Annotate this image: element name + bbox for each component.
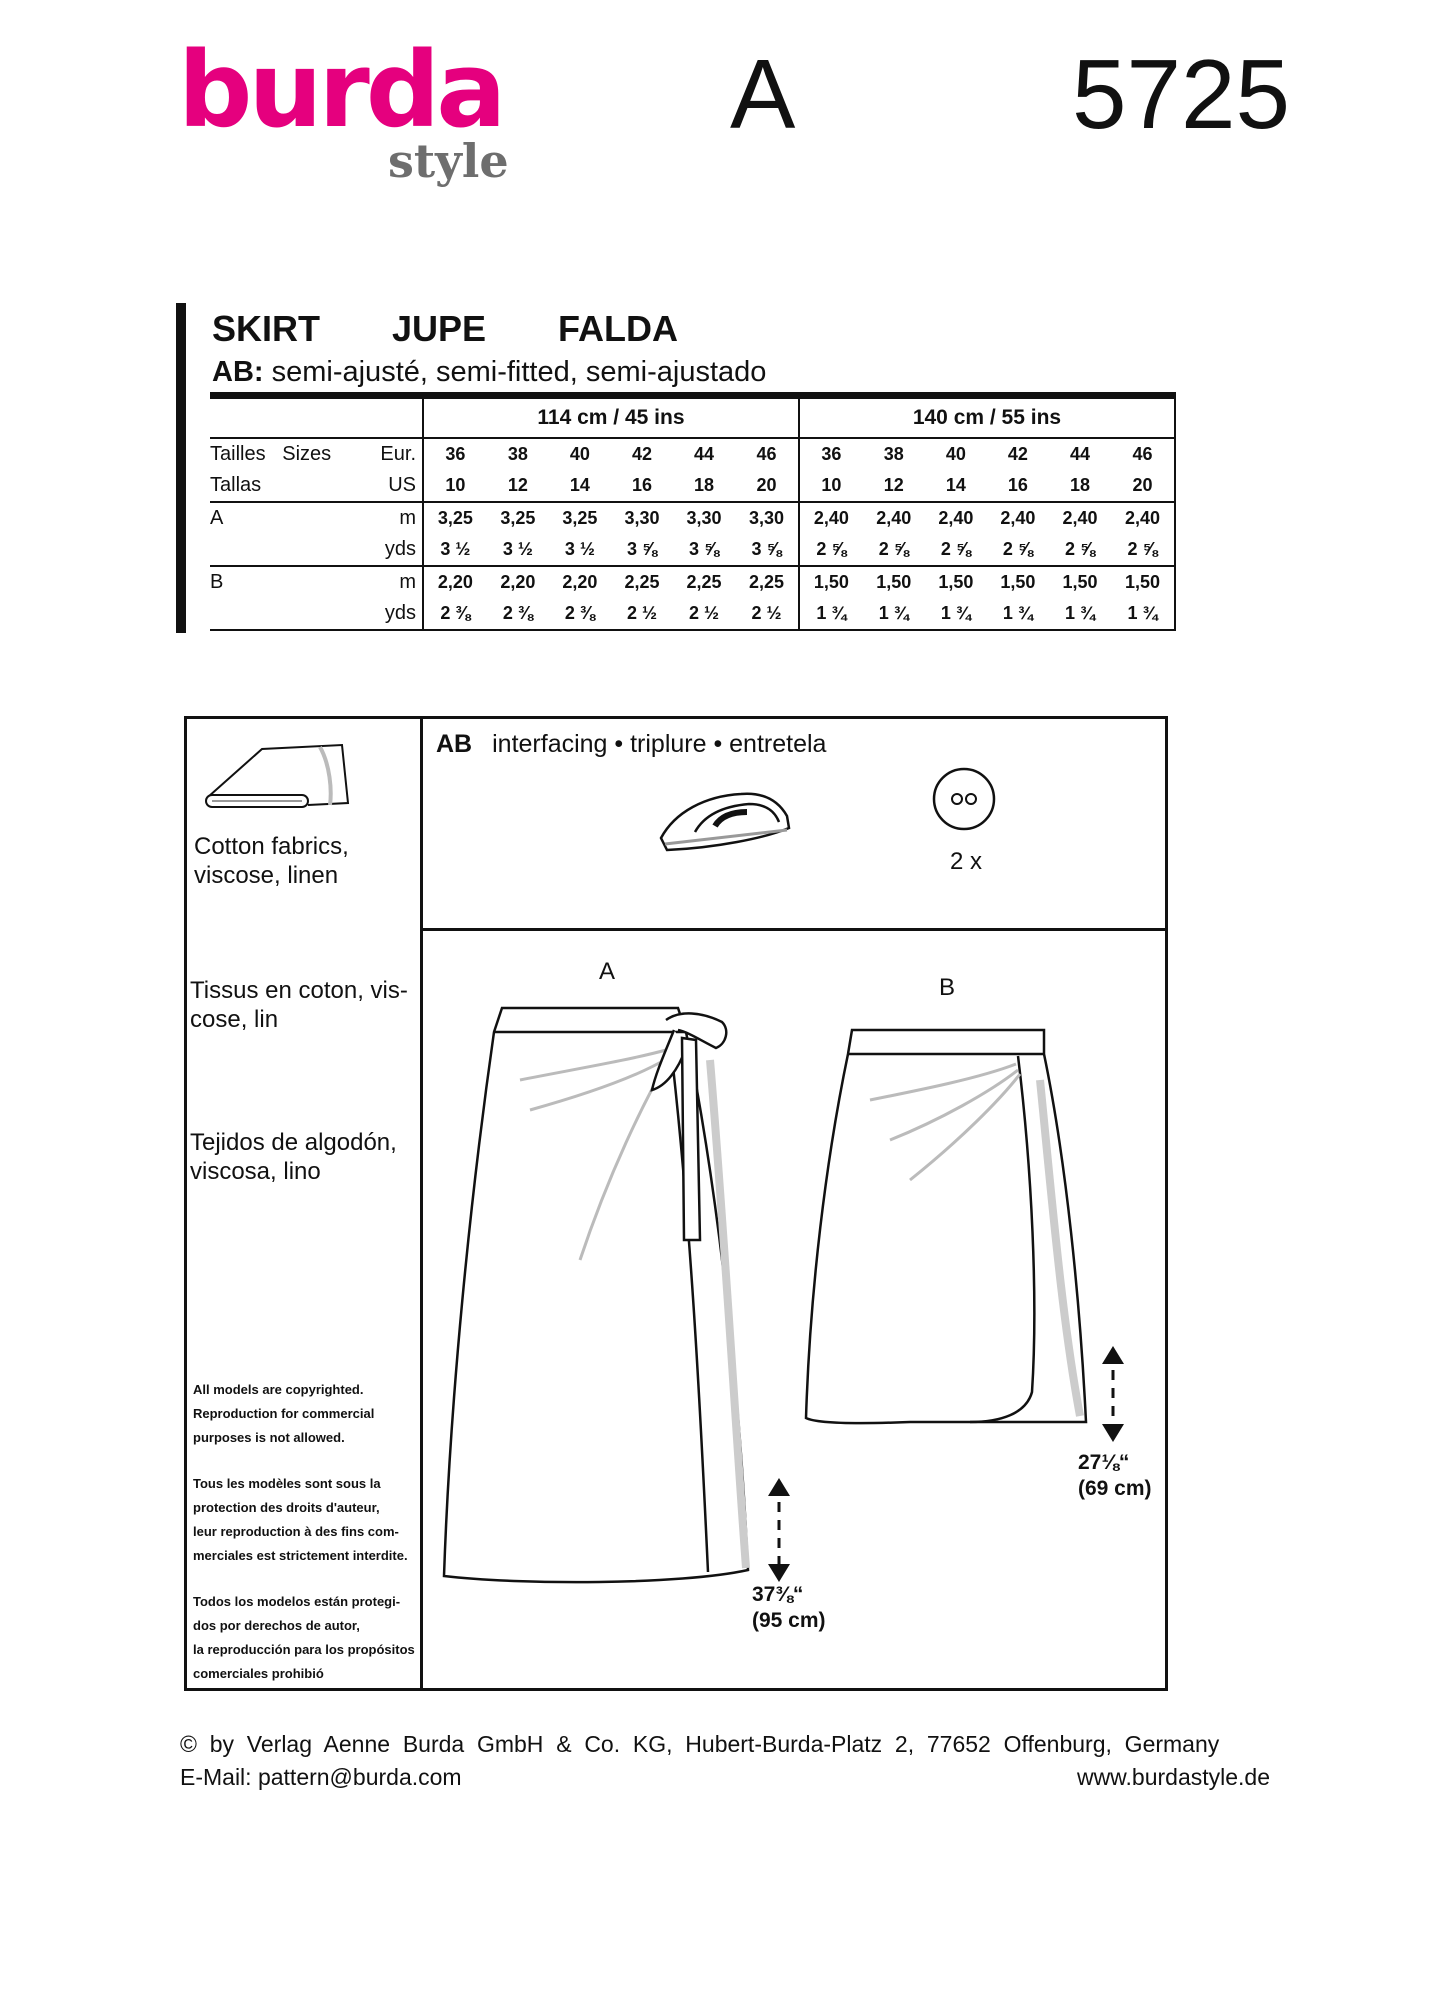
yardage-value: 2 ⅜: [423, 598, 487, 630]
fabric-roll-icon: [200, 735, 360, 815]
eur-size: 36: [799, 438, 863, 470]
yardage-value: 1,50: [987, 566, 1049, 598]
fabric-line: Tejidos de algodón,: [190, 1129, 397, 1156]
length-b-inches: 27⅛“: [1078, 1451, 1130, 1474]
notions-code: AB: [436, 730, 473, 758]
yardage-value: 2,20: [487, 566, 549, 598]
legal-line: merciales est strictement interdite.: [193, 1548, 408, 1563]
legal-notice-fr: [193, 1472, 433, 1568]
brand-logo-style: style: [388, 134, 509, 188]
eur-size: 44: [1049, 438, 1111, 470]
yardage-table: [210, 392, 1176, 631]
us-size: 10: [821, 475, 842, 495]
fabric-line: viscosa, lino: [190, 1158, 321, 1185]
footer-copyright: © by Verlag Aenne Burda GmbH & Co. KG, Hubert-Burda-Platz 2, 77652 Offenburg, Germany: [180, 1731, 1220, 1757]
legal-line: Reproduction for commercial: [193, 1406, 375, 1421]
title-bar: [176, 303, 186, 633]
yardage-value: 3,25: [549, 502, 611, 534]
fabric-line: Cotton fabrics,: [194, 833, 349, 860]
yardage-value: 3,25: [487, 502, 549, 534]
yardage-value: 3 ½: [440, 539, 471, 559]
fit-description: [212, 356, 766, 389]
unit-yds: yds: [360, 598, 423, 630]
width-140: 140 cm / 55 ins: [799, 396, 1175, 439]
us-size: 18: [1069, 475, 1091, 495]
size-label-es: Tallas: [210, 474, 262, 496]
yardage-value: 3,30: [735, 502, 799, 534]
view-b-label: B: [210, 566, 360, 598]
yardage-value: 1 ¾: [863, 598, 925, 630]
eur-size: 38: [487, 438, 549, 470]
us-size: 10: [445, 475, 466, 495]
yardage-value: 2,20: [549, 566, 611, 598]
yardage-value: 2,40: [925, 502, 987, 534]
yardage-value: 1,50: [1049, 566, 1111, 598]
yardage-value: 3,30: [611, 502, 673, 534]
brand-logo: burda: [178, 29, 503, 151]
yardage-value: 2 ⅝: [1002, 539, 1033, 559]
yardage-value: 2 ⅝: [1064, 539, 1096, 559]
yardage-value: 2,40: [863, 502, 925, 534]
yardage-value: 2,40: [987, 502, 1049, 534]
header-view-letter: A: [730, 39, 796, 149]
footer-website[interactable]: www.burdastyle.de: [1076, 1764, 1270, 1790]
eur-size: 40: [549, 438, 611, 470]
legal-line: Todos los modelos están protegi-: [193, 1594, 401, 1609]
yardage-value: 3,25: [423, 502, 487, 534]
width-114: 114 cm / 45 ins: [423, 396, 799, 439]
notions-text: interfacing • triplure • entretela: [492, 730, 827, 758]
eur-size: 42: [987, 438, 1049, 470]
eur-size: 46: [1111, 438, 1175, 470]
size-label: Tailles Sizes: [210, 438, 360, 470]
fabric-line: cose, lin: [190, 1006, 279, 1033]
us-size: 18: [694, 475, 715, 495]
yardage-value: 2,20: [423, 566, 487, 598]
yardage-value: 1,50: [863, 566, 925, 598]
box-divider-horizontal: [420, 928, 1168, 931]
yardage-value: 1 ¾: [987, 598, 1049, 630]
iron-icon: [655, 782, 795, 860]
unit-yds: yds: [360, 534, 423, 566]
yardage-value: 2,40: [1111, 502, 1175, 534]
eur-label: Eur.: [360, 438, 423, 470]
fabric-suggestion-en: [194, 832, 349, 890]
yardage-value: 1 ¾: [1049, 598, 1111, 630]
eur-size: 42: [611, 438, 673, 470]
eur-size: 44: [673, 438, 735, 470]
fit-code: AB:: [212, 356, 264, 388]
yardage-value: 2 ⅜: [549, 598, 611, 630]
yardage-value: 2 ⅝: [1111, 534, 1175, 566]
view-b-title: B: [939, 974, 956, 1001]
eur-size: 36: [423, 438, 487, 470]
unit-m: m: [360, 566, 423, 598]
fabric-line: viscose, linen: [194, 862, 339, 889]
yardage-value: 1,50: [925, 566, 987, 598]
length-b-cm: (69 cm): [1078, 1477, 1152, 1500]
button-count: 2 x: [950, 848, 983, 875]
us-size: 16: [631, 475, 653, 495]
yardage-value: 2 ⅝: [940, 539, 971, 559]
pattern-number: 5725: [1072, 39, 1291, 149]
legal-line: All models are copyrighted.: [193, 1382, 364, 1397]
yardage-value: 1 ¾: [1111, 598, 1175, 630]
us-size: 20: [1111, 470, 1175, 502]
us-label: US: [360, 470, 423, 502]
fit-text: semi-ajusté, semi-fitted, semi-ajustado: [263, 356, 767, 388]
fabric-line: Tissus en coton, vis-: [190, 977, 408, 1004]
us-size: 12: [507, 475, 528, 495]
legal-line: dos por derechos de autor,: [193, 1618, 360, 1633]
yardage-value: 1,50: [1111, 566, 1175, 598]
unit-m: m: [360, 502, 423, 534]
length-arrow-a-icon: [766, 1476, 792, 1584]
eur-size: 40: [925, 438, 987, 470]
us-size: 20: [735, 470, 799, 502]
yardage-value: 2,25: [673, 566, 735, 598]
length-a-cm: (95 cm): [752, 1609, 826, 1632]
yardage-value: 2 ½: [735, 598, 799, 630]
yardage-value: 3 ⅝: [735, 534, 799, 566]
yardage-value: 1,50: [799, 566, 863, 598]
legal-notice-es: [193, 1590, 433, 1686]
legal-line: purposes is not allowed.: [193, 1430, 345, 1445]
legal-line: comerciales prohibió: [193, 1666, 324, 1681]
yardage-value: 3 ⅝: [626, 539, 658, 559]
legal-notice-en: [193, 1378, 433, 1450]
yardage-value: 2 ⅜: [487, 598, 549, 630]
yardage-value: 3,30: [673, 502, 735, 534]
yardage-value: 2,25: [735, 566, 799, 598]
skirt-a-illustration: [430, 1000, 780, 1600]
yardage-value: 2,25: [611, 566, 673, 598]
fabric-suggestion-fr: [190, 976, 408, 1034]
length-b: [1078, 1450, 1152, 1502]
us-size: 12: [883, 475, 904, 495]
fabric-suggestion-es: [190, 1128, 397, 1186]
notions-heading: [436, 730, 826, 759]
yardage-value: 2 ½: [673, 598, 735, 630]
view-a-title: A: [599, 958, 616, 985]
us-size: 14: [569, 475, 590, 495]
legal-line: la reproducción para los propósitos: [193, 1642, 415, 1657]
length-arrow-b-icon: [1100, 1344, 1126, 1444]
eur-size: 38: [863, 438, 925, 470]
legal-line: leur reproduction à des fins com-: [193, 1524, 399, 1539]
yardage-value: 3 ⅝: [689, 539, 720, 559]
legal-line: Tous les modèles sont sous la: [193, 1476, 381, 1491]
page-title: SKIRT JUPE FALDA: [212, 308, 679, 349]
length-a-inches: 37⅜“: [752, 1583, 804, 1606]
yardage-value: 2,40: [799, 502, 863, 534]
yardage-value: 1 ¾: [799, 598, 863, 630]
length-a: [752, 1582, 826, 1634]
view-a-label: A: [210, 502, 360, 534]
legal-line: protection des droits d'auteur,: [193, 1500, 380, 1515]
footer-email: E-Mail: pattern@burda.com: [180, 1764, 462, 1790]
us-size: 14: [945, 475, 966, 495]
yardage-value: 3 ½: [564, 539, 595, 559]
skirt-b-illustration: [800, 1020, 1100, 1440]
yardage-value: 3 ½: [502, 539, 533, 559]
eur-size: 46: [735, 438, 799, 470]
yardage-value: 2 ½: [611, 598, 673, 630]
yardage-value: 2 ⅝: [878, 539, 909, 559]
yardage-value: 1 ¾: [925, 598, 987, 630]
yardage-value: 2,40: [1049, 502, 1111, 534]
button-icon: [930, 765, 998, 833]
us-size: 16: [1007, 475, 1028, 495]
yardage-value: 2 ⅝: [816, 539, 847, 559]
